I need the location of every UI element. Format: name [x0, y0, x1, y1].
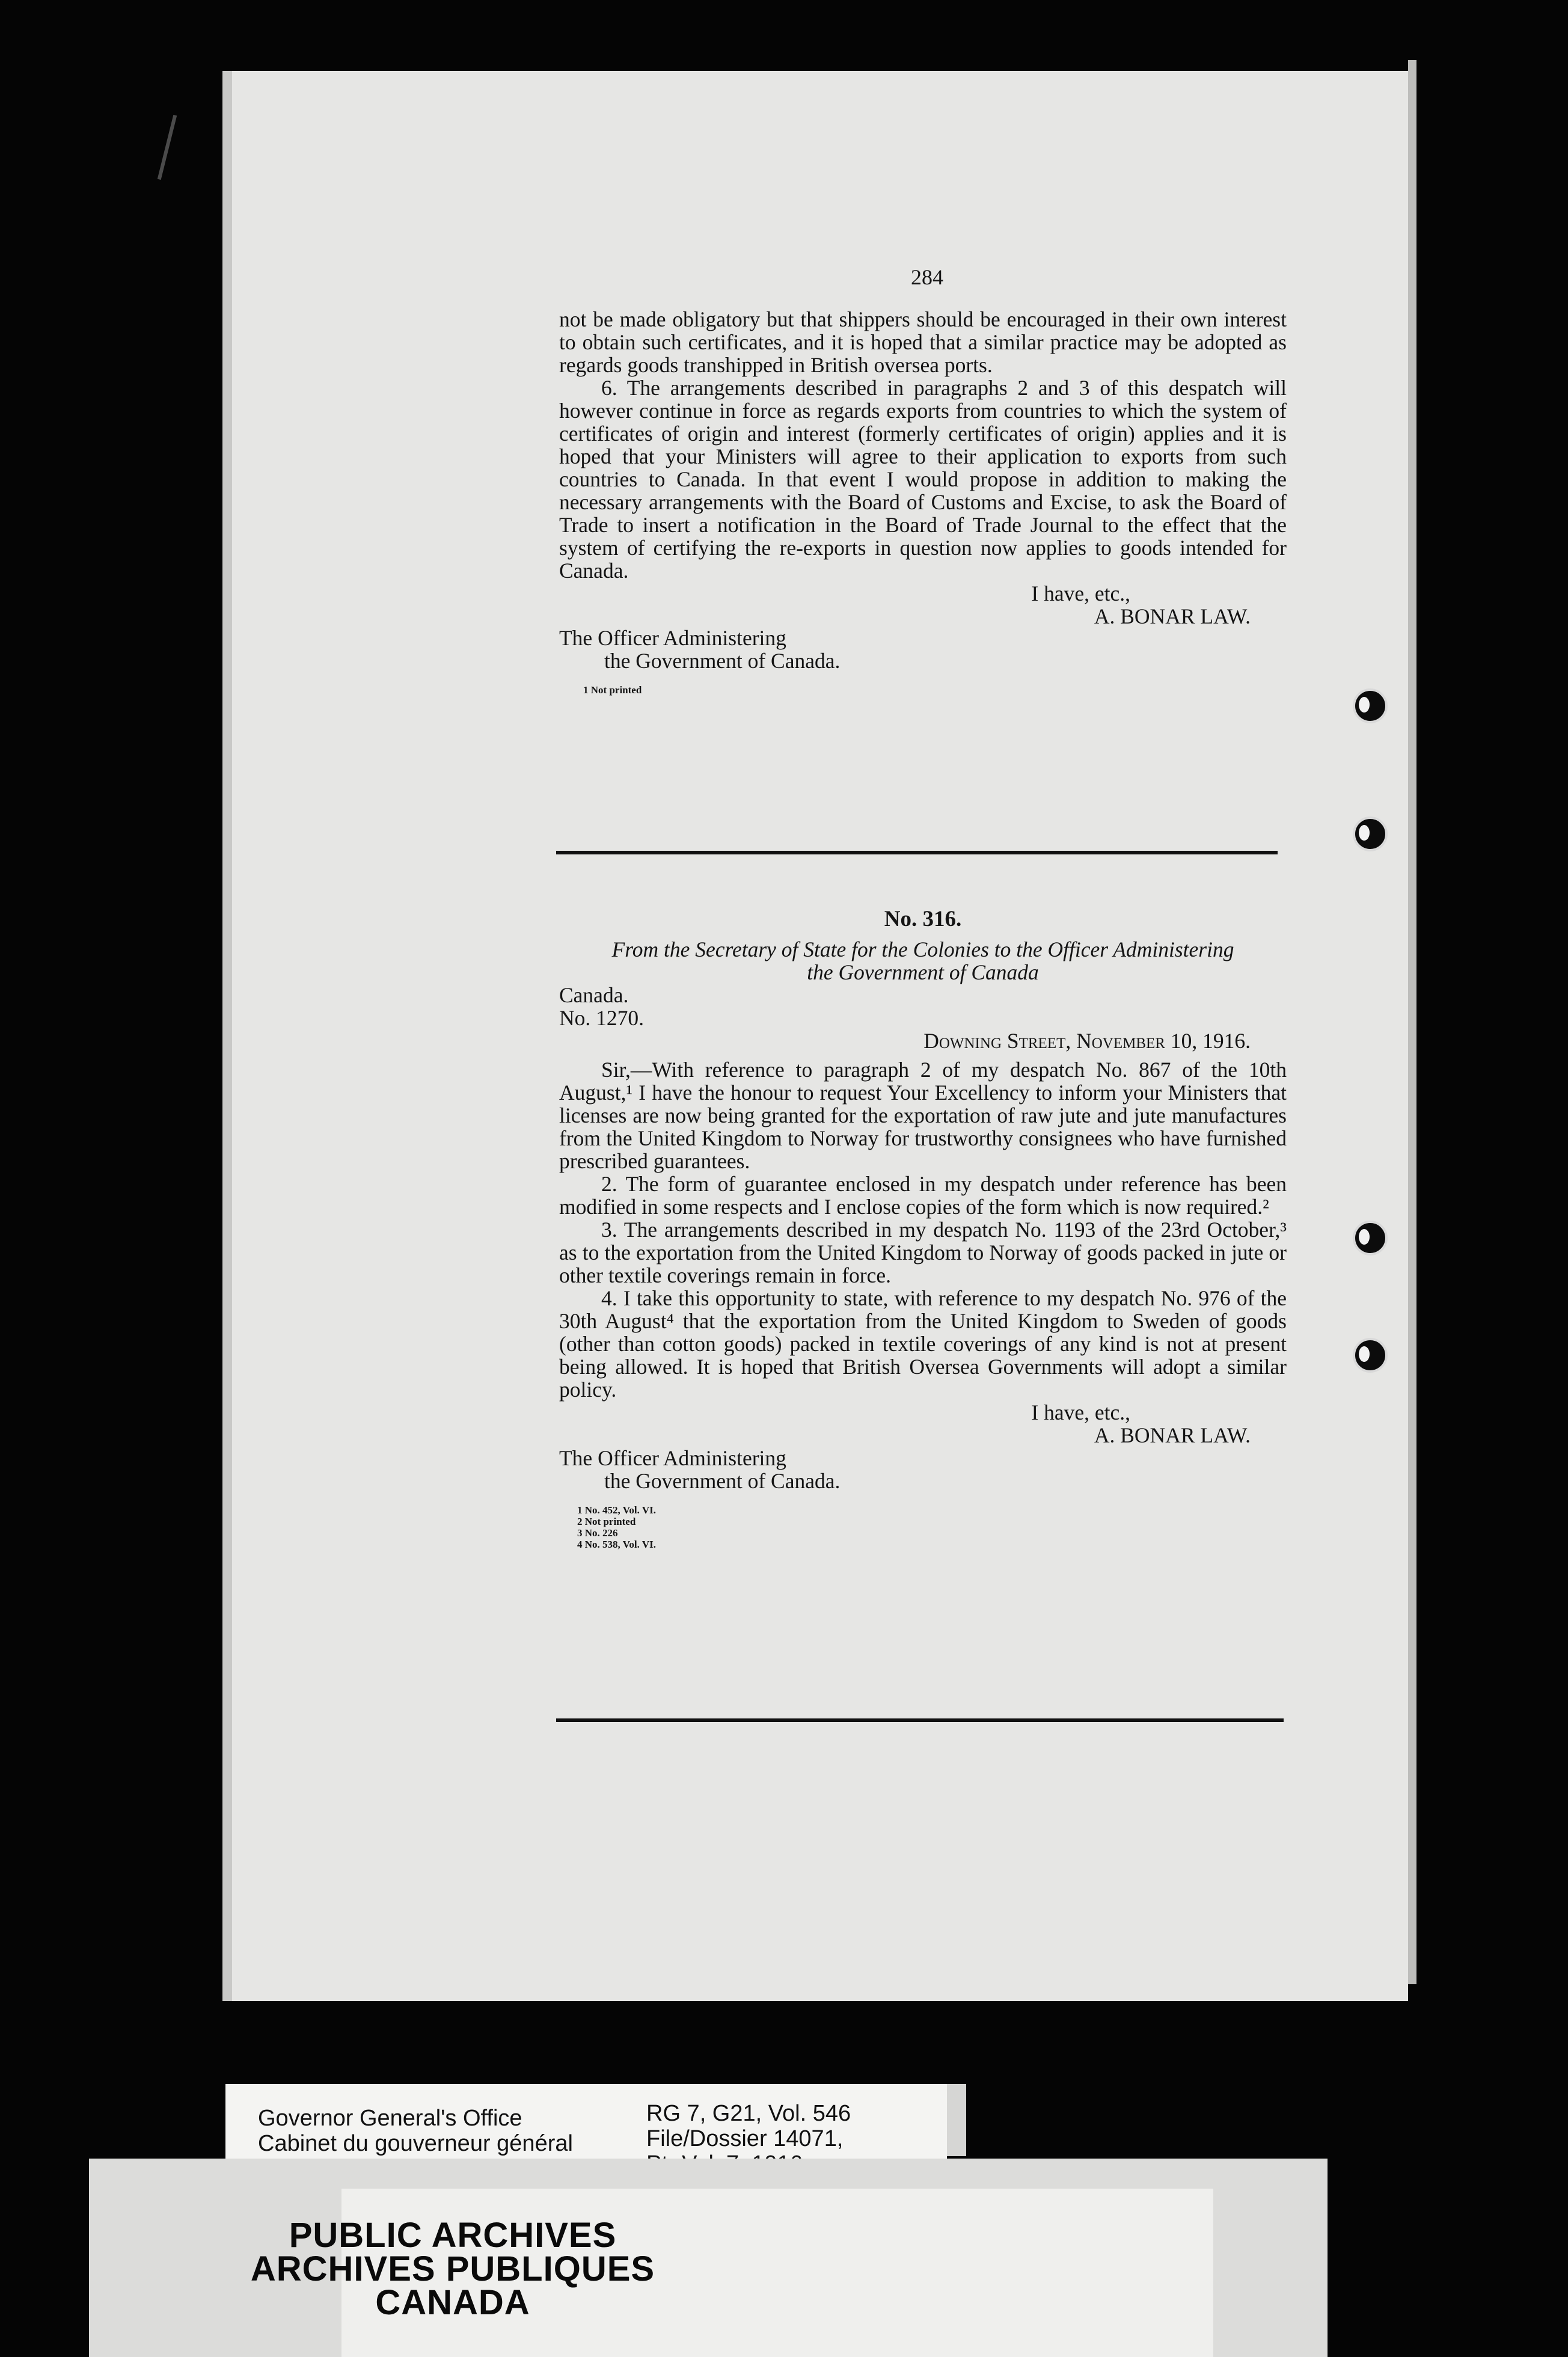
recipient-2-line2: the Government of Canada. — [604, 1469, 841, 1493]
office-english: Governor General's Office — [258, 2106, 522, 2131]
recipient-1-line1: The Officer Administering — [559, 626, 786, 650]
paragraph-4: 4. I take this opportunity to state, with reference to my despatch No. 976 of the 30th August⁴ that the exportation from the United Kingdom to Sweden of goods (other than cotton goods) packed in textile coverings of any kind is not at present being allowed. It is hoped that British Oversea Governments will adopt a similar policy. — [559, 1286, 1287, 1402]
label-office — [258, 2106, 573, 2156]
footnote: 3 No. 226 — [577, 1527, 618, 1539]
section-rule — [556, 851, 1278, 854]
footnote: 2 Not printed — [577, 1516, 636, 1527]
stamp-line1: PUBLIC ARCHIVES — [289, 2216, 617, 2255]
page-number: 284 — [911, 265, 943, 289]
footnotes — [559, 1504, 1287, 1550]
paragraph-3: 3. The arrangements described in my despatch No. 1193 of the 23rd October,³ as to the exportation from the United Kingdom to Norway of goods packed in jute or other textile coverings remain in force. — [559, 1218, 1287, 1287]
reference-line1: RG 7, G21, Vol. 546 — [646, 2101, 851, 2126]
archives-stamp — [89, 2159, 1328, 2357]
page-edge — [1408, 60, 1416, 1984]
pencil-mark — [158, 115, 177, 180]
signature-1: A. BONAR LAW. — [1094, 604, 1251, 628]
paragraph-1: Sir,—With reference to paragraph 2 of my despatch No. 867 of the 10th August,¹ I have the honour to request Your Excellency to inform your Ministers that licenses are now being granted for the exportation of raw jute and jute manufactures from the United Kingdom to Norway for trustworthy consignees who have furnished prescribed guarantees. — [559, 1058, 1287, 1173]
label-tab — [947, 2084, 966, 2156]
place-date: Downing Street, November 10, 1916. — [923, 1029, 1251, 1053]
recipient-1-line2: the Government of Canada. — [604, 649, 841, 673]
footnote: 4 No. 538, Vol. VI. — [577, 1539, 656, 1550]
section-rule — [556, 1718, 1284, 1722]
reference-line2: File/Dossier 14071, — [646, 2126, 844, 2151]
stamp-line2: ARCHIVES PUBLIQUES — [250, 2249, 655, 2288]
paragraph-6: 6. The arrangements described in paragraphs 2 and 3 of this despatch will however continue in force as regards exports from countries to which the system of certificates of origin and interest (formerly certificates of origin) applies and it is hoped that your Ministers will agree to their application to exports from such countries to Canada. In that event I would propose in addition to making the necessary arrangements with the Board of Customs and Excise, to ask the Board of Trade to insert a notification in the Board of Trade Journal to the effect that the system of certifying the re-exports in question now applies to goods intended for Canada. — [559, 376, 1287, 583]
paragraph-continued: not be made obligatory but that shippers should be encouraged in their own interest to obtain such certificates, and it is hoped that a similar practice may be adopted as regards goods transhipped in British oversea ports. — [559, 307, 1287, 377]
heading-line1: From the Secretary of State for the Colonies to the Officer Administering — [611, 937, 1234, 961]
closing-2: I have, etc., — [1031, 1400, 1130, 1424]
recipient-2-line1: The Officer Administering — [559, 1446, 786, 1470]
paragraph-2: 2. The form of guarantee enclosed in my despatch under reference has been modified in some respects and I enclose copies of the form which is now required.² — [559, 1172, 1287, 1219]
document-number: No. 316. — [884, 907, 962, 931]
stamp-line3: CANADA — [375, 2283, 530, 2322]
despatch-316 — [559, 908, 1287, 1550]
despatch-number: No. 1270. — [559, 1006, 645, 1030]
binder-hole — [1353, 817, 1388, 851]
office-french: Cabinet du gouverneur général — [258, 2131, 573, 2156]
upper-despatch — [559, 308, 1287, 696]
binder-hole — [1353, 1338, 1388, 1373]
binder-hole — [1353, 1221, 1388, 1255]
signature-2: A. BONAR LAW. — [1094, 1423, 1251, 1447]
binder-hole — [1353, 688, 1388, 723]
closing-1: I have, etc., — [1031, 581, 1130, 605]
footnote-1: 1 Not printed — [583, 684, 642, 696]
destination: Canada. — [559, 983, 629, 1007]
heading-line2: the Government of Canada — [807, 960, 1039, 984]
stamp-text — [89, 2216, 816, 2322]
footnote: 1 No. 452, Vol. VI. — [577, 1504, 656, 1516]
